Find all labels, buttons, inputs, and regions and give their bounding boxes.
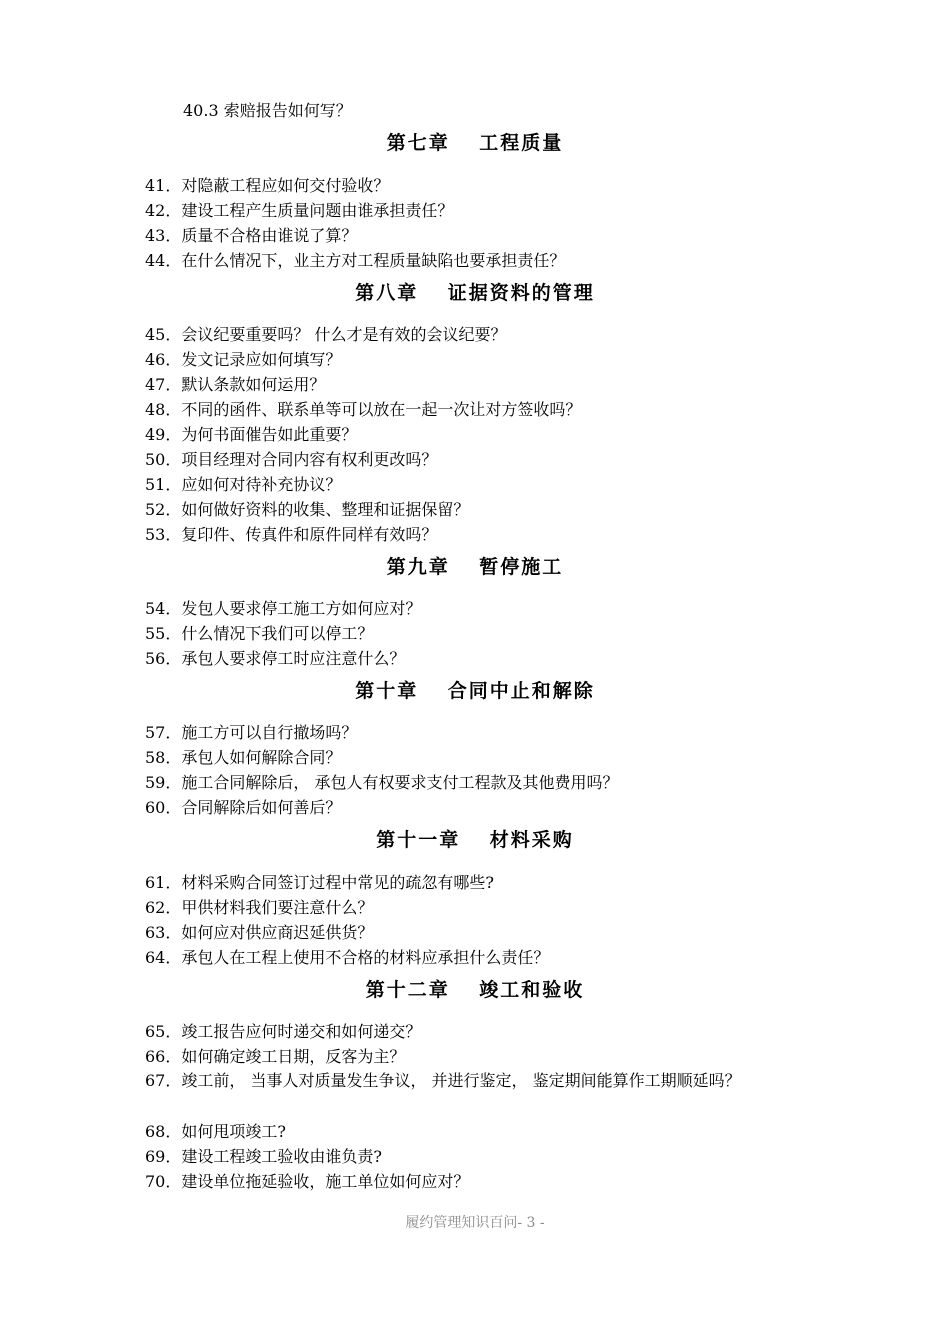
intro-item: 40.3 索赔报告如何写？ <box>183 101 352 120</box>
chapter-11-title: 第十一章 材料采购 <box>376 829 574 851</box>
list-item: 48．不同的函件、联系单等可以放在一起一次让对方签收吗？ <box>145 400 582 419</box>
list-item: 59．施工合同解除后， 承包人有权要求支付工程款及其他费用吗？ <box>145 773 619 792</box>
chapter-7-title: 第七章 工程质量 <box>386 132 564 154</box>
chapter-12-title: 第十二章 竣工和验收 <box>365 979 585 1001</box>
chapter-9-title: 第九章 暂停施工 <box>386 556 564 578</box>
list-item: 44．在什么情况下，业主方对工程质量缺陷也要承担责任？ <box>145 251 566 270</box>
list-item: 52．如何做好资料的收集、整理和证据保留？ <box>145 500 470 519</box>
list-item: 65．竣工报告应何时递交和如何递交？ <box>145 1022 422 1041</box>
list-item: 43．质量不合格由谁说了算？ <box>145 226 358 245</box>
list-item: 68．如何甩项竣工? <box>145 1122 286 1141</box>
list-item: 47．默认条款如何运用？ <box>145 375 326 394</box>
list-item: 49．为何书面催告如此重要？ <box>145 425 358 444</box>
list-item: 45．会议纪要重要吗？ 什么才是有效的会议纪要？ <box>145 325 507 344</box>
list-item: 46．发文记录应如何填写？ <box>145 350 342 369</box>
list-item: 51．应如何对待补充协议？ <box>145 475 342 494</box>
list-item: 69．建设工程竣工验收由谁负责? <box>145 1147 382 1166</box>
list-item: 64．承包人在工程上使用不合格的材料应承担什么责任？ <box>145 948 550 967</box>
list-item: 66．如何确定竣工日期，反客为主？ <box>145 1047 406 1066</box>
list-item: 63．如何应对供应商迟延供货？ <box>145 923 374 942</box>
chapter-10-title: 第十章 合同中止和解除 <box>355 680 595 702</box>
list-item: 58．承包人如何解除合同？ <box>145 748 342 767</box>
list-item: 41．对隐蔽工程应如何交付验收？ <box>145 176 390 195</box>
page-footer: 履约管理知识百问- 3 - <box>405 1215 545 1231</box>
list-item: 57．施工方可以自行撤场吗？ <box>145 723 358 742</box>
list-item: 54．发包人要求停工施工方如何应对？ <box>145 599 422 618</box>
list-item: 55．什么情况下我们可以停工？ <box>145 624 374 643</box>
list-item: 56．承包人要求停工时应注意什么？ <box>145 649 406 668</box>
list-item: 53．复印件、传真件和原件同样有效吗？ <box>145 525 438 544</box>
list-item: 42．建设工程产生质量问题由谁承担责任？ <box>145 201 454 220</box>
list-item: 61．材料采购合同签订过程中常见的疏忽有哪些? <box>145 873 494 892</box>
list-item: 67．竣工前， 当事人对质量发生争议， 并进行鉴定， 鉴定期间能算作工期顺延吗？ <box>145 1071 741 1090</box>
list-item: 70．建设单位拖延验收，施工单位如何应对？ <box>145 1172 470 1191</box>
list-item: 62．甲供材料我们要注意什么？ <box>145 898 374 917</box>
list-item: 50．项目经理对合同内容有权利更改吗？ <box>145 450 438 469</box>
list-item: 60．合同解除后如何善后？ <box>145 798 342 817</box>
chapter-8-title: 第八章 证据资料的管理 <box>355 282 595 304</box>
